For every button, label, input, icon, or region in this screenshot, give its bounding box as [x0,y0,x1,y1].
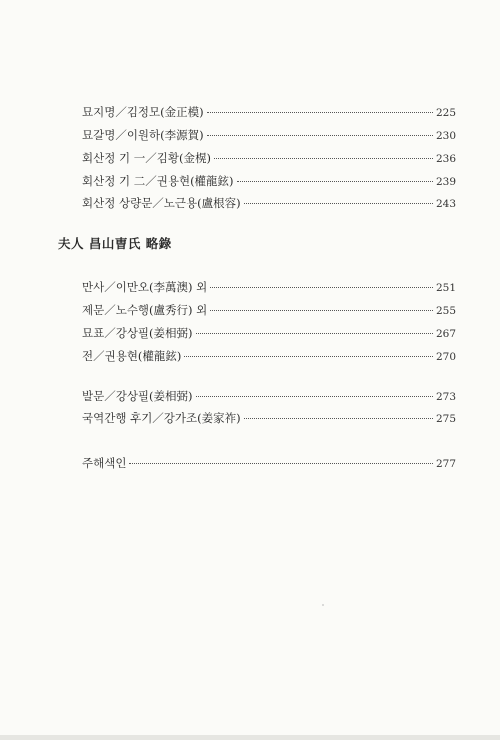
toc-entry-page: 236 [435,153,456,165]
toc-entry-title: 회산정 상량문／노근용(盧根容) [82,196,241,210]
paper-speck [322,604,324,606]
toc-entry-title: 묘갈명／이원하(李源賀) [82,128,204,142]
toc-leader-dots [207,112,433,113]
toc-entry [82,174,456,189]
toc-entry-page: 267 [435,328,456,340]
toc-entry [82,280,456,295]
toc-entry [82,151,456,166]
toc-leader-dots [196,396,433,397]
toc-entry-title: 발문／강상필(姜相弼) [82,389,193,403]
toc-entry-page: 251 [435,282,456,294]
toc-entry-page: 275 [435,413,456,425]
toc-entry [82,105,456,120]
toc-leader-dots [244,418,433,419]
toc-entry-title: 만사／이만오(李萬澳) 외 [82,280,208,294]
toc-entry-title: 전／권용현(權龍鉉) [82,349,182,363]
toc-entry [82,303,456,318]
toc-entry-page: 255 [435,305,456,317]
toc-entry [82,128,456,143]
toc-entry-page: 225 [435,107,456,119]
toc-entry-title: 제문／노수행(盧秀行) 외 [82,303,208,317]
toc-entry [82,456,456,471]
toc-leader-dots [244,203,433,204]
toc-entry-page: 270 [435,351,456,363]
toc-entry-title: 묘표／강상필(姜相弼) [82,326,193,340]
toc-entry-page: 277 [435,458,456,470]
toc-entry-title: 국역간행 후기／강가조(姜家祚) [82,411,241,425]
toc-leader-dots [184,356,433,357]
toc-entry [82,389,456,404]
toc-leader-dots [210,310,433,311]
toc-entry-title: 묘지명／김정모(金正模) [82,105,204,119]
toc-leader-dots [210,287,433,288]
toc-entry [82,411,456,426]
toc-entry-page: 273 [435,391,456,403]
toc-entry [82,326,456,341]
toc-entry-page: 239 [435,176,456,188]
toc-entry [82,349,456,364]
toc-leader-dots [129,463,433,464]
toc-leader-dots [214,158,433,159]
toc-entry-page: 243 [435,198,456,210]
toc-leader-dots [207,135,433,136]
section-heading: 夫人 昌山曺氏 略錄 [58,236,172,251]
toc-entry-title: 회산정 기 二／권용현(權龍鉉) [82,174,234,188]
toc-entry-title: 회산정 기 一／김황(金榥) [82,151,211,165]
toc-entry-page: 230 [435,130,456,142]
toc-entry-title: 주해색인 [82,456,127,470]
toc-entry [82,196,456,211]
toc-leader-dots [196,333,433,334]
page-bottom-edge [0,735,500,740]
toc-leader-dots [237,181,433,182]
